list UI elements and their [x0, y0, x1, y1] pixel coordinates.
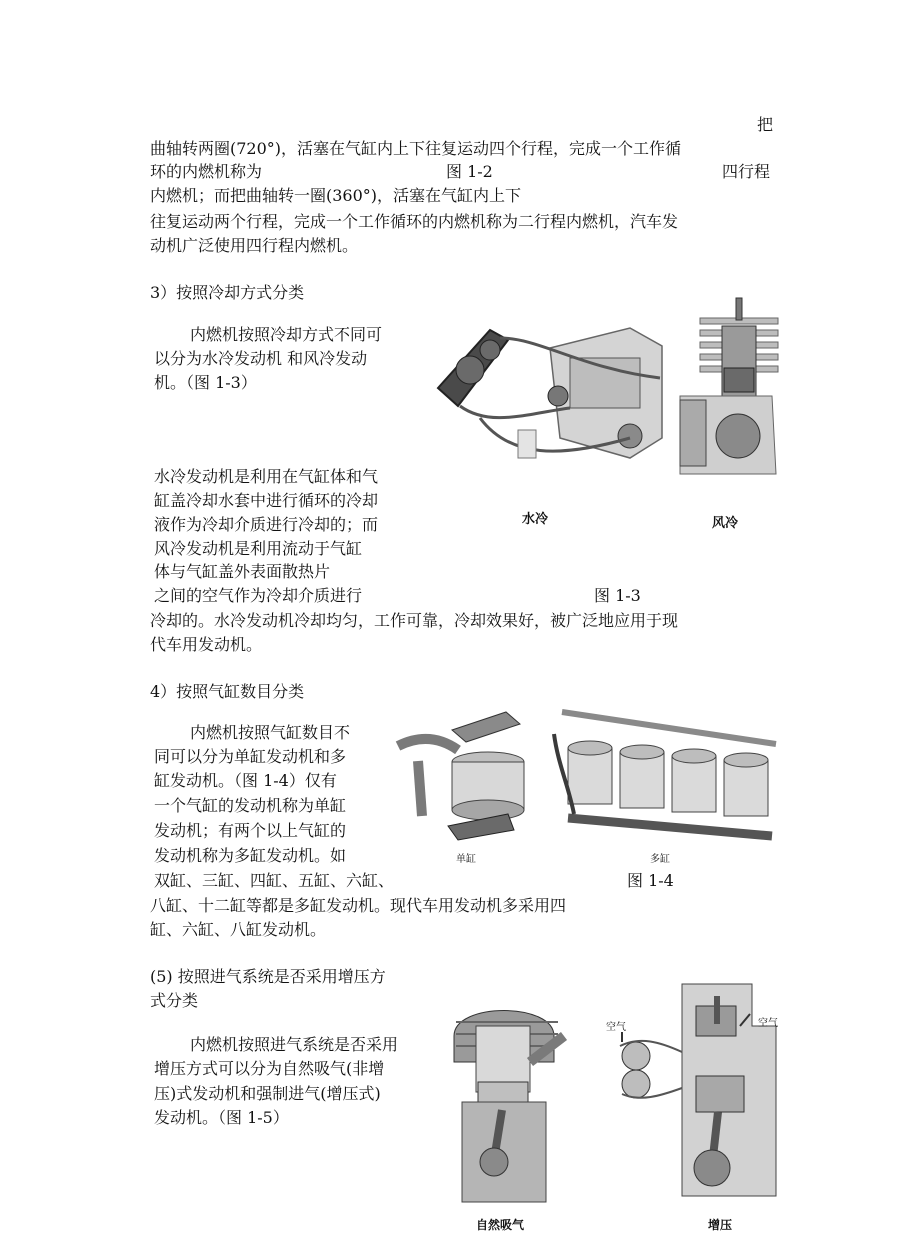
- text-line: 代车用发动机。: [150, 635, 263, 654]
- text-line: 一个气缸的发动机称为单缸: [154, 796, 347, 815]
- air-label-left: 空气: [606, 1022, 626, 1033]
- text-line: 把: [757, 115, 774, 134]
- caption-multi-cylinder: 多缸: [650, 854, 670, 865]
- text-line: 液作为冷却介质进行冷却的；而: [154, 515, 379, 534]
- text-line: 双缸、三缸、四缸、五缸、六缸、: [154, 871, 395, 890]
- text-line: 水冷发动机是利用在气缸体和气: [154, 467, 379, 486]
- caption-air-cooled: 风冷: [712, 516, 739, 531]
- text-line: 同可以分为单缸发动机和多: [154, 747, 347, 766]
- air-cooled-engine-figure: [672, 296, 784, 496]
- section-heading: (5) 按照进气系统是否采用增压方: [150, 967, 386, 986]
- text-line: 风冷发动机是利用流动于气缸: [154, 539, 363, 558]
- section-heading: 4）按照气缸数目分类: [150, 682, 305, 701]
- caption-single-cylinder: 单缸: [456, 854, 476, 865]
- piston: [696, 1076, 744, 1112]
- water-pump: [548, 386, 568, 406]
- text-line: 内燃机按照气缸数目不: [190, 723, 351, 742]
- text-line: 动机广泛使用四行程内燃机。: [150, 236, 359, 255]
- turbocharged-figure: [600, 976, 790, 1214]
- text-line: 发动机；有两个以上气缸的: [154, 821, 347, 840]
- caption-water-cooled: 水冷: [522, 512, 549, 527]
- piston: [724, 368, 754, 392]
- text-line: 往复运动两个行程，完成一个工作循环的内燃机称为二行程内燃机，汽车发: [150, 212, 679, 231]
- natural-aspiration-figure: [446, 992, 568, 1212]
- section-heading: 3）按照冷却方式分类: [150, 283, 305, 302]
- text-line: 之间的空气作为冷却介质进行: [154, 586, 363, 605]
- text-line: 缸发动机。（图 1-4）仅有: [154, 771, 337, 790]
- text-line: 增压方式可以分为自然吸气(非增: [154, 1059, 385, 1078]
- text-line: 缸盖冷却水套中进行循环的冷却: [154, 491, 379, 510]
- text-line: 内燃机；而把曲轴转一圈(360°)，活塞在气缸内上下: [150, 186, 522, 205]
- text-line: 环的内燃机称为: [150, 162, 263, 181]
- text-line: 以分为水冷发动机 和风冷发动: [154, 349, 368, 368]
- single-cylinder-figure: [388, 706, 538, 846]
- text-line: 曲轴转两圈(720°)，活塞在气缸内上下往复运动四个行程，完成一个工作循: [150, 139, 682, 158]
- text-line: 发动机。（图 1-5）: [154, 1108, 289, 1127]
- caption-natural-aspiration: 自然吸气: [476, 1218, 525, 1232]
- text-line: 四行程: [722, 162, 771, 181]
- multi-cylinder-figure: [548, 704, 780, 846]
- coolant-tank: [518, 430, 536, 458]
- section-heading: 式分类: [150, 991, 199, 1010]
- text-line: 缸、六缸、八缸发动机。: [150, 920, 327, 939]
- text-line: 八缸、十二缸等都是多缸发动机。现代车用发动机多采用四: [150, 896, 567, 915]
- flywheel: [680, 400, 706, 466]
- text-line: 压)式发动机和强制进气(增压式): [154, 1084, 381, 1103]
- text-line: 内燃机按照进气系统是否采用: [190, 1035, 399, 1054]
- figure-label: 图 1-3: [594, 586, 641, 605]
- crankshaft: [716, 414, 760, 458]
- crankshaft: [480, 1148, 508, 1176]
- text-line: 冷却的。水冷发动机冷却均匀，工作可靠，冷却效果好，被广泛地应用于现: [150, 611, 679, 630]
- text-line: 体与气缸盖外表面散热片: [154, 562, 331, 581]
- text-line: 机。（图 1-3）: [154, 373, 257, 392]
- crankshaft: [694, 1150, 730, 1186]
- air-label-right: 空气: [758, 1018, 778, 1029]
- figure-label: 图 1-2: [446, 162, 493, 181]
- text-line: 发动机称为多缸发动机。如: [154, 846, 347, 865]
- text-line: 内燃机按照冷却方式不同可: [190, 325, 383, 344]
- exhaust-pipe: [418, 761, 422, 816]
- water-cooled-engine-figure: [430, 318, 670, 498]
- injector: [714, 996, 720, 1024]
- figure-label: 图 1-4: [627, 871, 674, 890]
- caption-turbocharged: 增压: [708, 1218, 733, 1232]
- spark-plug: [736, 298, 742, 320]
